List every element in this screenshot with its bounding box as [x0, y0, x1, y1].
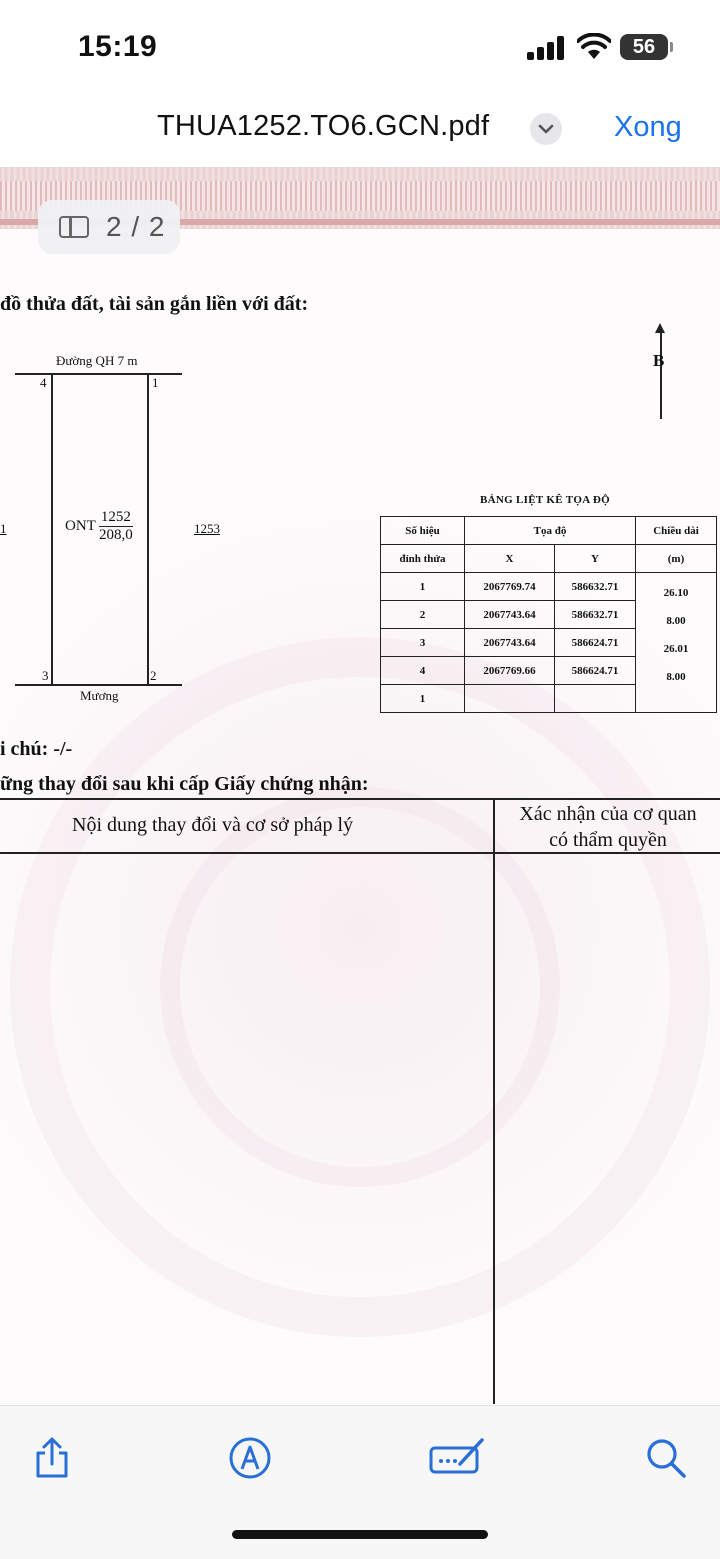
nav-bar — [0, 95, 720, 167]
ditch-label: Mương — [80, 688, 119, 703]
header-coords: Tọa độ — [465, 517, 636, 545]
plot-boundary-bottom — [15, 684, 182, 686]
battery-icon: 56 — [620, 34, 668, 60]
home-indicator[interactable] — [232, 1530, 488, 1539]
header-y: Y — [555, 545, 636, 573]
parcel-fraction — [99, 509, 133, 544]
chevron-down-icon[interactable] — [530, 113, 562, 145]
markup-icon[interactable] — [226, 1434, 274, 1482]
segment-length: 8.00 — [666, 614, 686, 627]
parcel-number: 1252 — [100, 509, 131, 525]
vertex-label: 3 — [42, 668, 49, 683]
plot-boundary-left — [51, 373, 53, 685]
north-arrow — [652, 323, 672, 423]
header-point-2: đỉnh thửa — [381, 545, 465, 573]
land-use-code: ONT — [65, 518, 96, 534]
header-length: Chiều dài — [636, 517, 717, 545]
changes-heading: ững thay đổi sau khi cấp Giấy chứng nhận: — [0, 773, 369, 795]
table-row: 2 2067743.64 586632.71 26.10 — [381, 601, 717, 629]
section-heading: đồ thửa đất, tài sản gắn liền với đất: — [0, 293, 309, 315]
header-length-2: (m) — [636, 545, 717, 573]
search-icon[interactable] — [642, 1434, 690, 1482]
document-title[interactable]: THUA1252.TO6.GCN.pdf — [157, 110, 490, 142]
segment-length: 26.01 — [663, 642, 689, 655]
status-time: 15:19 — [78, 30, 158, 63]
table-row: 1 2067769.74 586632.71 — [381, 573, 717, 601]
table-row: 1 8.00 — [381, 685, 717, 713]
changes-col2-header: Xác nhận của cơ quan có thẩm quyền — [519, 803, 697, 851]
sidebar-icon — [59, 216, 89, 238]
plot-boundary-right — [147, 373, 149, 685]
done-button[interactable]: Xong — [614, 111, 682, 143]
pdf-page[interactable] — [0, 167, 720, 1405]
changes-col1-header: Nội dung thay đổi và cơ sở pháp lý — [72, 814, 354, 836]
table-row: 4 2067769.66 586624.71 26.01 — [381, 657, 717, 685]
neighbor-parcel-right: 1253 — [194, 521, 220, 536]
changes-table — [0, 798, 720, 1404]
status-bar — [0, 0, 720, 95]
plot-diagram — [0, 350, 240, 710]
coordinate-table-title: BẢNG LIỆT KÊ TỌA ĐỘ — [480, 494, 610, 506]
segment-length: 26.10 — [663, 586, 689, 599]
page-indicator[interactable] — [38, 200, 180, 254]
north-label: B — [653, 351, 665, 370]
wifi-icon — [577, 33, 611, 61]
vertex-label: 4 — [40, 375, 47, 390]
signature-icon[interactable] — [428, 1434, 488, 1482]
vertex-label: 2 — [150, 668, 157, 683]
share-icon[interactable] — [28, 1434, 76, 1482]
road-label: Đường QH 7 m — [56, 353, 138, 368]
table-row: 3 2067743.64 586624.71 8.00 — [381, 629, 717, 657]
note-line: i chú: -/- — [0, 738, 73, 760]
neighbor-parcel-left: 1 — [0, 521, 7, 536]
coordinate-table — [380, 516, 717, 713]
vertex-label: 1 — [152, 375, 159, 390]
parcel-area: 208,0 — [99, 527, 133, 543]
header-point: Số hiệu — [381, 517, 465, 545]
page-count: 2 / 2 — [106, 211, 166, 242]
segment-length: 8.00 — [666, 670, 686, 683]
header-x: X — [465, 545, 555, 573]
cellular-signal-icon — [527, 36, 565, 60]
